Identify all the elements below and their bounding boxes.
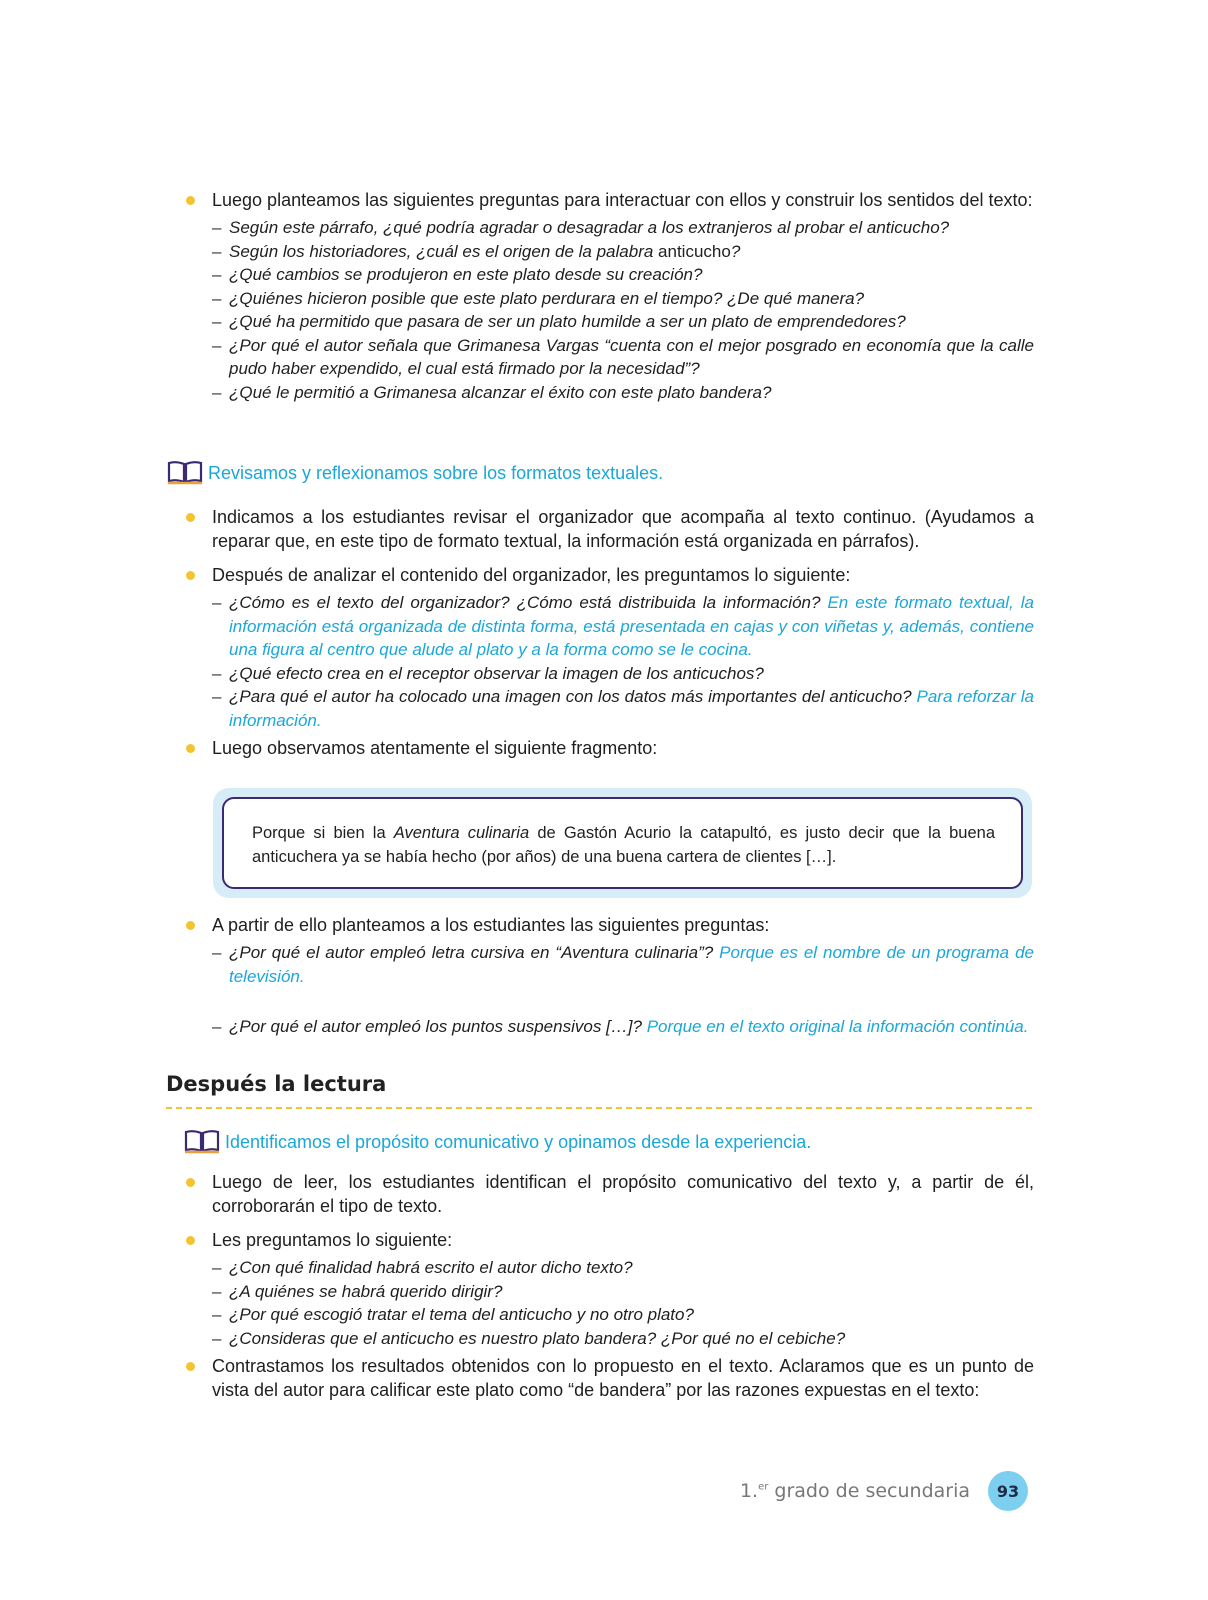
question-item: – ¿Por qué el autor empleó letra cursiva en “Aventura culinaria”? Porque es el nombre de un programa de televisión.	[212, 943, 1034, 986]
answer-text: En este formato textual, la información está organizada de distinta forma, está presentada en cajas y con viñetas y, además, contiene una figura al centro que alude al plato y a la forma como se le cocina.	[229, 593, 1034, 659]
question-item: – ¿Qué cambios se produjeron en este plato desde su creación?	[212, 265, 703, 284]
question-item: – ¿Qué ha permitido que pasara de ser un plato humilde a ser un plato de emprendedores?	[212, 312, 906, 331]
bullet-paragraph: Luego de leer, los estudiantes identifican el propósito comunicativo del texto y, a partir de él, corroborarán el tipo de texto.	[212, 1170, 1034, 1218]
bullet-paragraph: Después de analizar el contenido del organizador, les preguntamos lo siguiente:	[212, 563, 1034, 587]
bullet-paragraph: A partir de ello planteamos a los estudiantes las siguientes preguntas:	[212, 913, 1034, 937]
fragment-questions-block	[212, 913, 1034, 1039]
question-item: – ¿Para qué el autor ha colocado una imagen con los datos más importantes del anticucho? Para reforzar la información.	[212, 687, 1034, 730]
bullet-icon	[186, 1362, 195, 1371]
question-item: – ¿Por qué escogió tratar el tema del anticucho y no otro plato?	[212, 1305, 694, 1324]
question-item: – ¿Por qué el autor empleó los puntos suspensivos […]? Porque en el texto original la información continúa.	[212, 1017, 1029, 1036]
question-item: – ¿Qué efecto crea en el receptor observar la imagen de los anticuchos?	[212, 663, 764, 683]
bullet-icon	[186, 1236, 195, 1245]
bullet-text: Luego planteamos las siguientes preguntas para interactuar con ellos y construir los sentidos del texto:	[212, 190, 1033, 210]
section-title: Después la lectura	[166, 1072, 387, 1096]
question-item: – Según este párrafo, ¿qué podría agradar o desagradar a los extranjeros al probar el anticucho?	[212, 218, 950, 237]
page-number: 93	[988, 1471, 1028, 1511]
question-item: – ¿Quiénes hicieron posible que este plato perdurara en el tiempo? ¿De qué manera?	[212, 288, 865, 308]
grade-label: 1.$^{er}$ grado de secundaria	[739, 1480, 970, 1502]
question-list	[212, 216, 1034, 404]
organizer-block	[212, 505, 1034, 760]
question-item: – ¿Cómo es el texto del organizador? ¿Cómo está distribuida la información? En este formato textual, la información está organizada de distinta forma, está presentada en cajas y con viñetas y, además, contiene una figura al centro que alude al plato y a la forma como se le cocina.	[212, 593, 1034, 659]
questions-block	[212, 188, 1034, 404]
question-list	[212, 941, 1034, 1039]
question-item: – ¿A quiénes se habrá querido dirigir?	[212, 1281, 503, 1301]
bullet-paragraph: Luego observamos atentamente el siguiente fragmento:	[212, 736, 1034, 760]
bullet-icon	[186, 1178, 195, 1187]
question-item: – ¿Qué le permitió a Grimanesa alcanzar el éxito con este plato bandera?	[212, 382, 772, 402]
question-list	[212, 1256, 1034, 1350]
book-icon	[183, 1129, 221, 1155]
quote-box	[213, 788, 1032, 898]
question-item: – ¿Por qué el autor señala que Grimanesa Vargas “cuenta con el mejor posgrado en economía que la calle pudo haber expendido, el cual está firmado por la necesidad”?	[212, 335, 1034, 378]
bullet-icon	[186, 513, 195, 522]
question-item: – ¿Consideras que el anticucho es nuestro plato bandera? ¿Por qué no el cebiche?	[212, 1328, 846, 1348]
bullet-paragraph: Les preguntamos lo siguiente:	[212, 1228, 1034, 1252]
answer-text: Porque es el nombre de un programa de televisión.	[229, 943, 1034, 986]
question-item: – ¿Con qué finalidad habrá escrito el autor dicho texto?	[212, 1258, 633, 1277]
bullet-icon	[186, 921, 195, 930]
dashed-divider	[166, 1107, 1032, 1109]
bullet-paragraph: Indicamos a los estudiantes revisar el organizador que acompaña al texto continuo. (Ayudamos a reparar que, en este tipo de formato textual, la información está organizada en párrafos).	[212, 505, 1034, 553]
section-heading-purpose: Identificamos el propósito comunicativo y opinamos desde la experiencia.	[183, 1129, 811, 1155]
answer-text: Para reforzar la información.	[229, 687, 1034, 730]
question-list	[212, 591, 1034, 732]
purpose-block	[212, 1170, 1034, 1402]
quote-text: Porque si bien la Aventura culinaria de Gastón Acurio la catapultó, es justo decir que la buena anticuchera ya se había hecho (por años) de una buena cartera de clientes […].	[222, 797, 1023, 889]
bullet-icon	[186, 196, 195, 205]
bullet-paragraph	[212, 188, 1034, 212]
section-heading-formats: Revisamos y reflexionamos sobre los formatos textuales.	[166, 460, 663, 486]
bullet-paragraph: Contrastamos los resultados obtenidos con lo propuesto en el texto. Aclaramos que es un punto de vista del autor para calificar este plato como “de bandera” por las razones expuestas en el texto:	[212, 1354, 1034, 1402]
bullet-icon	[186, 571, 195, 580]
book-icon	[166, 460, 204, 486]
bullet-icon	[186, 744, 195, 753]
answer-text: Porque en el texto original la información continúa.	[646, 1017, 1029, 1036]
question-item: – Según los historiadores, ¿cuál es el origen de la palabra anticucho?	[212, 241, 741, 261]
